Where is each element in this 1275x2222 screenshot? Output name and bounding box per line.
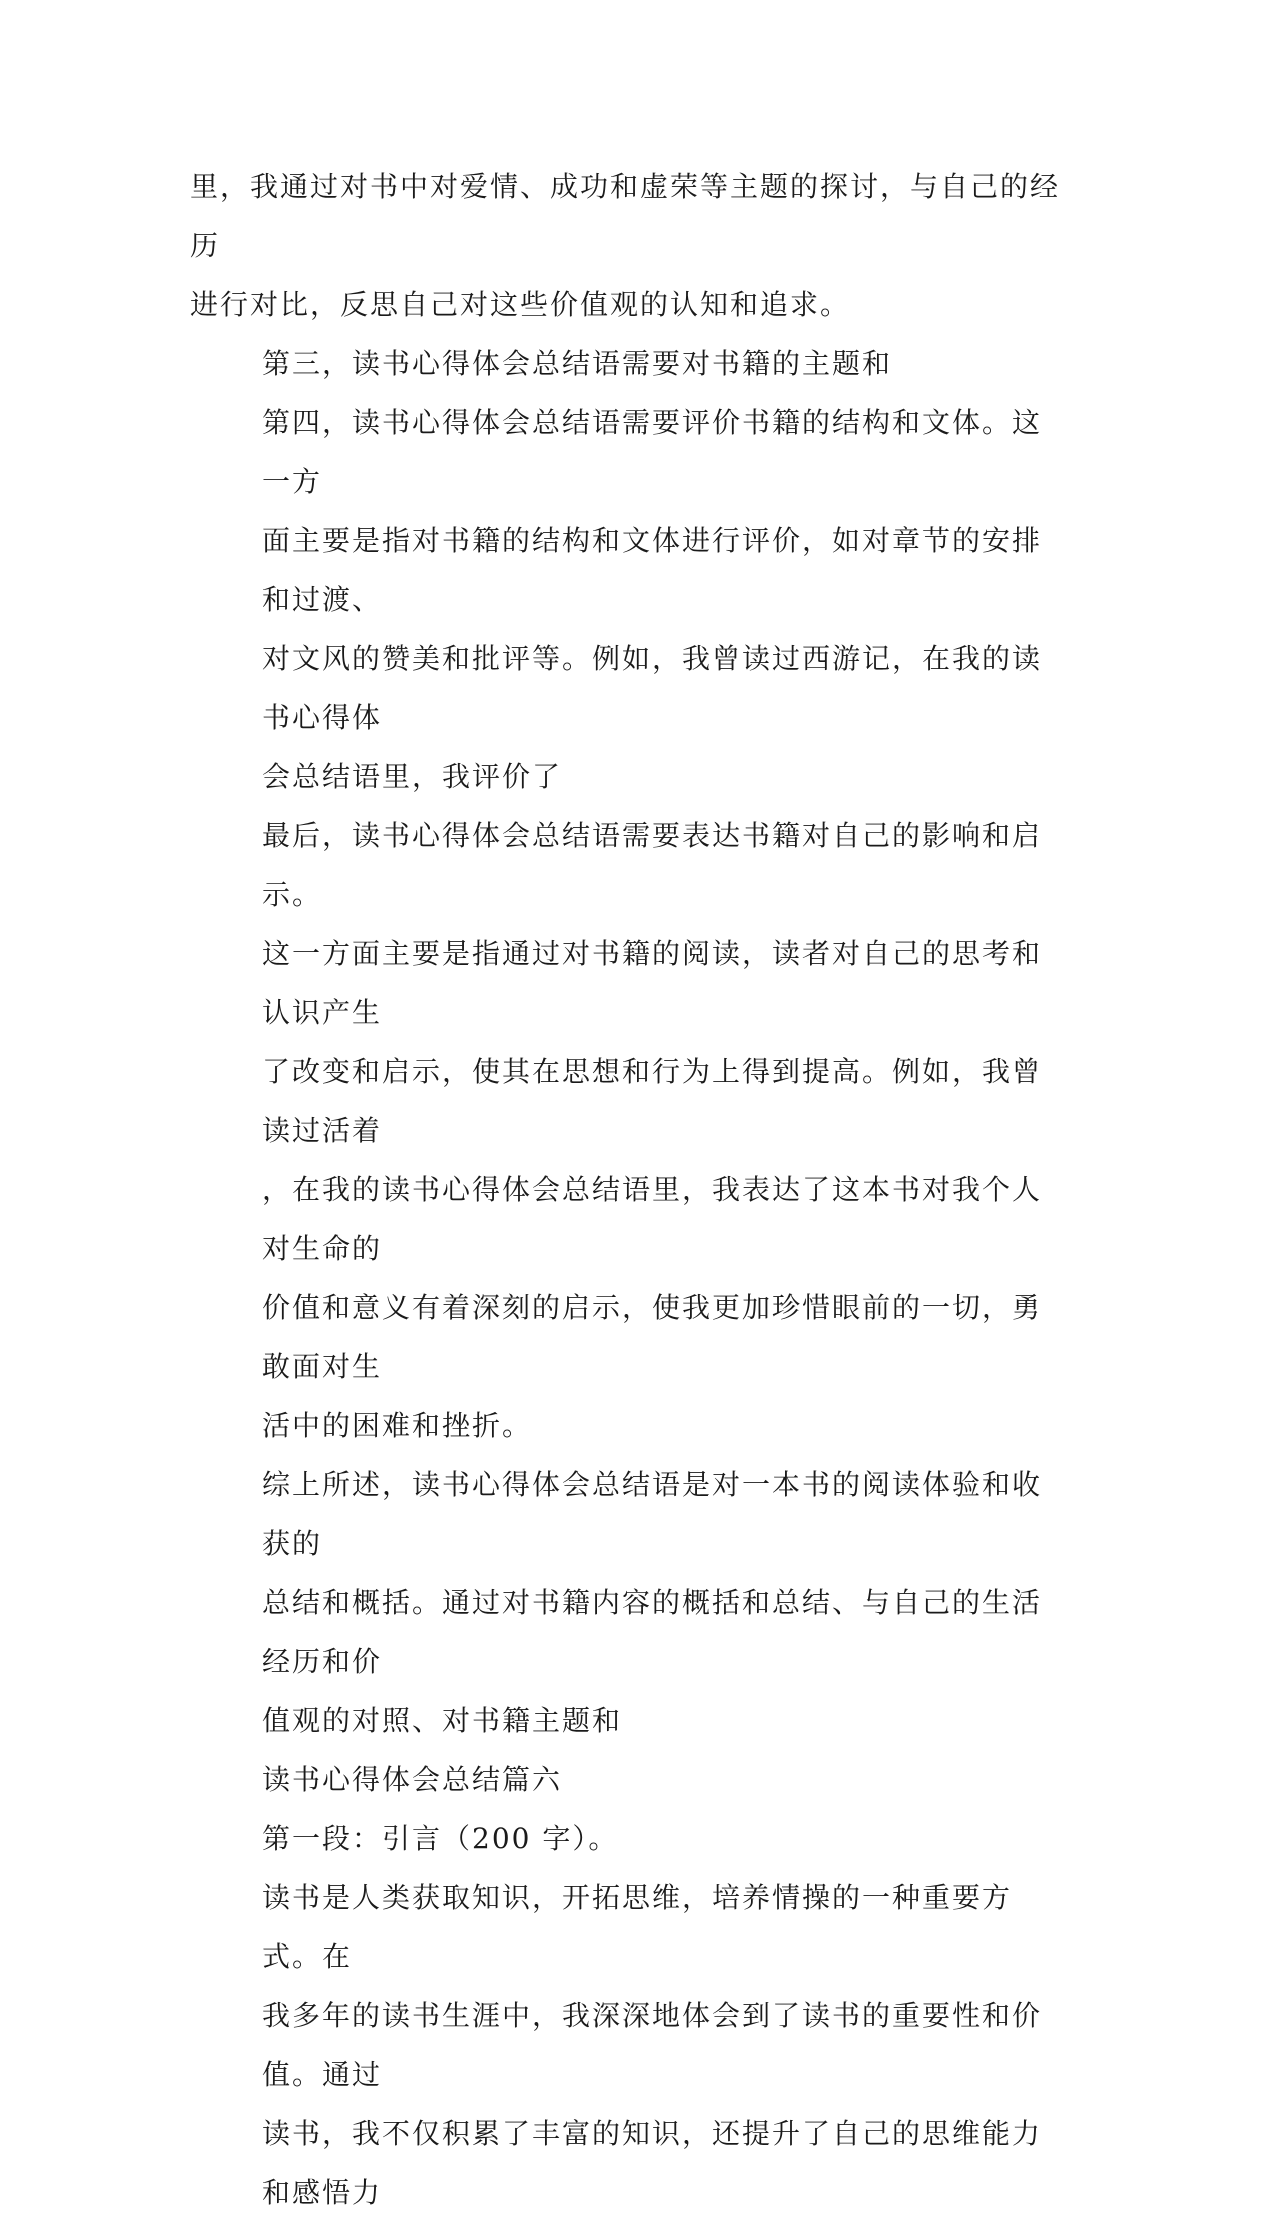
paragraph-6: 读书是人类获取知识，开拓思维，培养情操的一种重要方式。在 我多年的读书生涯中，我深深地体会到了读书的重要性和价值。通过 读书，我不仅积累了丰富的知识，还提升了自己的思维能力和感悟力 <box>262 1881 1043 2209</box>
paragraph-1: 里，我通过对书中对爱情、成功和虚荣等主题的探讨，与自己的经历 进行对比，反思自己对这些价值观的认知和追求。 <box>190 170 1061 321</box>
paragraph-5: 综上所述，读书心得体会总结语是对一本书的阅读体验和收获的 总结和概括。通过对书籍内容的概括和总结、与自己的生活经历和价 值观的对照、对书籍主题和 <box>262 1468 1043 1737</box>
paragraph-3: 第四，读书心得体会总结语需要评价书籍的结构和文体。这一方 面主要是指对书籍的结构和文体进行评价，如对章节的安排和过渡、 对文风的赞美和批评等。例如，我曾读过西游记，在我的读书心得体 会总结语里，我评价了 <box>262 406 1043 793</box>
document-body <box>190 157 1070 2222</box>
section-heading: 读书心得体会总结篇六 <box>262 1763 563 1796</box>
paragraph-2: 第三，读书心得体会总结语需要对书籍的主题和 <box>262 347 893 380</box>
paragraph-4: 最后，读书心得体会总结语需要表达书籍对自己的影响和启示。 这一方面主要是指通过对书籍的阅读，读者对自己的思考和认识产生 了改变和启示，使其在思想和行为上得到提高。例如，我曾读过活着 ，在我的读书心得体会总结语里，我表达了这本书对我个人对生命的 价值和意义有着深刻的启示，使我更加珍惜眼前的一切，勇敢面对生 活中的困难和挫折。 <box>262 819 1043 1442</box>
subsection-heading: 第一段：引言（200 字）。 <box>262 1822 619 1855</box>
